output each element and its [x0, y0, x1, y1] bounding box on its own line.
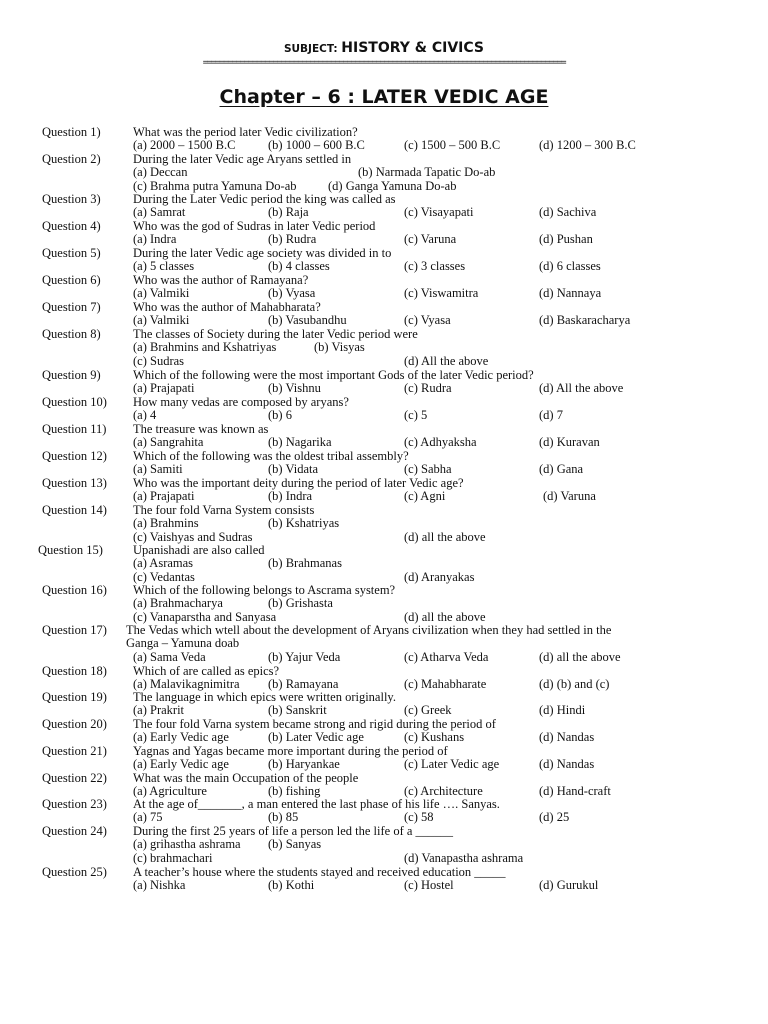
question-number: Question 19): [42, 690, 107, 704]
option-d: (d) Kuravan: [539, 435, 600, 450]
option-d: (d) Hindi: [539, 703, 586, 718]
question-text: Which of the following was the oldest tribal assembly?: [133, 449, 409, 463]
option-d: (d) 6 classes: [539, 259, 601, 274]
option-c: (c) brahmachari: [133, 850, 213, 865]
chapter-title: [0, 86, 768, 108]
option-b: (b) Yajur Veda: [268, 649, 341, 664]
option-c: (c) 3 classes: [404, 259, 466, 274]
question-number: Question 11): [42, 422, 107, 436]
option-a: (a) Deccan: [133, 165, 188, 180]
option-b: (b) Indra: [268, 489, 313, 504]
option-b: (b) Vidata: [268, 462, 319, 477]
option-c: (c) Hostel: [404, 878, 454, 893]
option-d: (d) Nannaya: [539, 286, 602, 301]
option-c: (c) Vedantas: [133, 569, 195, 584]
question-number: Question 22): [42, 771, 107, 785]
option-c: (c) Viswamitra: [404, 286, 479, 301]
question-text: During the later Vedic age Aryans settled in: [133, 152, 352, 166]
option-c: (c) 1500 – 500 B.C: [404, 138, 501, 153]
question-text: A teacher’s house where the students stayed and received education _____: [133, 865, 506, 879]
option-b: (b) Narmada Tapatic Do-ab: [358, 165, 496, 180]
question-text: At the age of_______, a man entered the last phase of his life …. Sanyas.: [133, 797, 500, 811]
question-number: Question 15): [38, 543, 103, 557]
question-22: [42, 772, 742, 799]
question-10: [42, 396, 742, 423]
option-c: (c) Sudras: [133, 353, 185, 368]
option-c: (c) Vanaparstha and Sanyasa: [133, 609, 277, 624]
option-d: (d) Ganga Yamuna Do-ab: [328, 178, 457, 193]
option-b: (b) Kothi: [268, 878, 315, 893]
question-number: Question 6): [42, 273, 101, 287]
option-a: (a) Sama Veda: [133, 649, 206, 664]
question-text: Yagnas and Yagas became more important during the period of: [133, 744, 448, 758]
option-c: (c) Atharva Veda: [404, 649, 489, 664]
question-number: Question 24): [42, 824, 107, 838]
option-c: (c) 58: [404, 810, 434, 825]
option-b: (b) Vasubandhu: [268, 313, 347, 328]
question-number: Question 2): [42, 152, 101, 166]
subject-heading: [0, 40, 768, 56]
option-d: (d) all the above: [404, 609, 486, 624]
question-21: [42, 745, 742, 772]
option-d: (d) Nandas: [539, 757, 595, 772]
question-13: [42, 477, 742, 504]
option-d: (d) Hand-craft: [539, 784, 611, 799]
question-12: [42, 450, 742, 477]
option-b: (b) Later Vedic age: [268, 730, 364, 745]
option-c: (c) 5: [404, 408, 428, 423]
option-d: (d) Pushan: [539, 232, 593, 247]
option-a: (a) Brahmins and Kshatriyas: [133, 340, 277, 355]
option-b: (b) Sanyas: [268, 837, 322, 852]
question-number: Question 12): [42, 449, 107, 463]
question-text: The four fold Varna System consists: [133, 503, 315, 517]
option-d: (d) 7: [539, 408, 563, 423]
chapter-title-text: Chapter – 6 : LATER VEDIC AGE: [219, 86, 549, 108]
option-c: (c) Sabha: [404, 462, 452, 477]
question-number: Question 1): [42, 125, 101, 139]
divider-rule: ========================================================================================: [202, 58, 566, 68]
option-a: (a) Samrat: [133, 205, 186, 220]
question-text: The classes of Society during the later Vedic period were: [133, 327, 418, 341]
question-text: Which of the following belongs to Ascrama system?: [133, 583, 396, 597]
option-a: (a) Prajapati: [133, 489, 195, 504]
question-4: [42, 220, 742, 247]
question-text: Who was the important deity during the period of later Vedic age?: [133, 476, 464, 490]
option-b: (b) Ramayana: [268, 677, 339, 692]
question-20: [42, 718, 742, 745]
question-number: Question 7): [42, 300, 101, 314]
option-b: (b) Kshatriyas: [268, 516, 340, 531]
question-number: Question 16): [42, 583, 107, 597]
option-c: (c) Varuna: [404, 232, 457, 247]
option-c: (c) Later Vedic age: [404, 757, 500, 772]
option-d: (d) Baskaracharya: [539, 313, 631, 328]
option-a: (a) Samiti: [133, 462, 183, 477]
question-text: What was the main Occupation of the people: [133, 771, 359, 785]
option-c: (c) Mahabharate: [404, 677, 487, 692]
question-number: Question 20): [42, 717, 107, 731]
option-a: (a) grihastha ashrama: [133, 837, 241, 852]
subject-prefix: SUBJECT:: [283, 43, 342, 55]
question-number: Question 10): [42, 395, 107, 409]
subject-name: HISTORY & CIVICS: [341, 40, 485, 56]
option-c: (c) Greek: [404, 703, 452, 718]
option-c: (c) Visayapati: [404, 205, 474, 220]
question-number: Question 13): [42, 476, 107, 490]
question-text: Which of the following were the most important Gods of the later Vedic period?: [133, 368, 534, 382]
option-b: (b) Sanskrit: [268, 703, 327, 718]
option-d: (d) (b) and (c): [539, 677, 610, 692]
question-number: Question 5): [42, 246, 101, 260]
option-b: (b) Haryankae: [268, 757, 340, 772]
option-b: (b) Nagarika: [268, 435, 332, 450]
option-a: (a) Malavikagnimitra: [133, 677, 240, 692]
question-text: The language in which epics were written originally.: [133, 690, 396, 704]
option-a: (a) Brahmacharya: [133, 596, 223, 611]
option-d: (d) Aranyakas: [404, 569, 475, 584]
option-c: (c) Vyasa: [404, 313, 451, 328]
question-text: The four fold Varna system became strong and rigid during the period of: [133, 717, 496, 731]
question-number: Question 14): [42, 503, 107, 517]
option-b: (b) Raja: [268, 205, 309, 220]
option-a: (a) 4: [133, 408, 157, 423]
question-5: [42, 247, 742, 274]
option-d: (d) Varuna: [543, 489, 596, 504]
question-text: During the Later Vedic period the king was called as: [133, 192, 396, 206]
option-a: (a) 5 classes: [133, 259, 195, 274]
option-c: (c) Brahma putra Yamuna Do-ab: [133, 178, 297, 193]
option-a: (a) 75: [133, 810, 163, 825]
option-b: (b) 6: [268, 408, 292, 423]
question-17: [42, 624, 742, 664]
question-6: [42, 274, 742, 301]
question-text: During the first 25 years of life a person led the life of a ______: [133, 824, 454, 838]
question-number: Question 4): [42, 219, 101, 233]
option-d: (d) 1200 – 300 B.C: [539, 138, 636, 153]
question-text: Upanishadi are also called: [133, 543, 265, 557]
option-a: (a) Valmiki: [133, 286, 190, 301]
question-number: Question 3): [42, 192, 101, 206]
option-b: (b) 1000 – 600 B.C: [268, 138, 365, 153]
option-d: (d) Gana: [539, 462, 584, 477]
option-a: (a) Indra: [133, 232, 177, 247]
question-text: The Vedas which wtell about the development of Aryans civilization when they had settled in the: [126, 623, 612, 637]
question-text: Who was the author of Ramayana?: [133, 273, 309, 287]
option-a: (a) Valmiki: [133, 313, 190, 328]
option-b: (b) Visyas: [314, 340, 365, 355]
option-a: (a) Sangrahita: [133, 435, 204, 450]
option-a: (a) Prakrit: [133, 703, 185, 718]
question-text: What was the period later Vedic civilization?: [133, 125, 358, 139]
option-b: (b) fishing: [268, 784, 321, 799]
option-a: (a) Brahmins: [133, 516, 199, 531]
option-d: (d) All the above: [404, 353, 489, 368]
option-d: (d) Nandas: [539, 730, 595, 745]
option-b: (b) Vyasa: [268, 286, 316, 301]
option-b: (b) Rudra: [268, 232, 317, 247]
option-c: (c) Adhyaksha: [404, 435, 477, 450]
option-c: (c) Kushans: [404, 730, 465, 745]
option-c: (c) Rudra: [404, 381, 452, 396]
question-number: Question 21): [42, 744, 107, 758]
question-7: [42, 301, 742, 328]
option-a: (a) Early Vedic age: [133, 757, 229, 772]
question-text: How many vedas are composed by aryans?: [133, 395, 349, 409]
question-11: [42, 423, 742, 450]
option-b: (b) 4 classes: [268, 259, 330, 274]
option-d: (d) all the above: [404, 529, 486, 544]
option-b: (b) 85: [268, 810, 299, 825]
question-text: Which of are called as epics?: [133, 664, 280, 678]
question-text: Who was the author of Mahabharata?: [133, 300, 321, 314]
option-d: (d) Gurukul: [539, 878, 599, 893]
question-19: [42, 691, 742, 718]
question-24: [42, 825, 742, 865]
option-c: (c) Vaishyas and Sudras: [133, 529, 253, 544]
question-1: [42, 126, 742, 153]
option-a: (a) Early Vedic age: [133, 730, 229, 745]
question-text: The treasure was known as: [133, 422, 269, 436]
question-18: [42, 665, 742, 692]
question-number: Question 9): [42, 368, 101, 382]
question-16: [42, 584, 742, 624]
question-number: Question 18): [42, 664, 107, 678]
question-15: [38, 543, 742, 584]
option-d: (d) Vanapastha ashrama: [404, 850, 524, 865]
question-3: [42, 193, 742, 220]
question-number: Question 23): [42, 797, 107, 811]
option-b: (b) Vishnu: [268, 381, 321, 396]
option-b: (b) Brahmanas: [268, 556, 342, 571]
option-a: (a) 2000 – 1500 B.C: [133, 138, 236, 153]
question-8: [42, 328, 742, 368]
option-d: (d) All the above: [539, 381, 624, 396]
option-d: (d) Sachiva: [539, 205, 597, 220]
option-a: (a) Agriculture: [133, 784, 207, 799]
question-number: Question 25): [42, 865, 107, 879]
option-a: (a) Asramas: [133, 556, 194, 571]
question-25: [42, 866, 742, 893]
question-text: Who was the god of Sudras in later Vedic period: [133, 219, 376, 233]
option-c: (c) Agni: [404, 489, 446, 504]
question-number: Question 8): [42, 327, 101, 341]
option-b: (b) Grishasta: [268, 596, 333, 611]
option-a: (a) Nishka: [133, 878, 186, 893]
question-text-continued: Ganga – Yamuna doab: [126, 636, 240, 651]
option-d: (d) all the above: [539, 649, 621, 664]
option-c: (c) Architecture: [404, 784, 483, 799]
question-text: During the later Vedic age society was divided in to: [133, 246, 392, 260]
question-23: [42, 798, 742, 825]
option-d: (d) 25: [539, 810, 570, 825]
question-9: [42, 369, 742, 396]
question-14: [42, 504, 742, 544]
question-2: [42, 153, 742, 193]
question-number: Question 17): [42, 623, 107, 637]
option-a: (a) Prajapati: [133, 381, 195, 396]
